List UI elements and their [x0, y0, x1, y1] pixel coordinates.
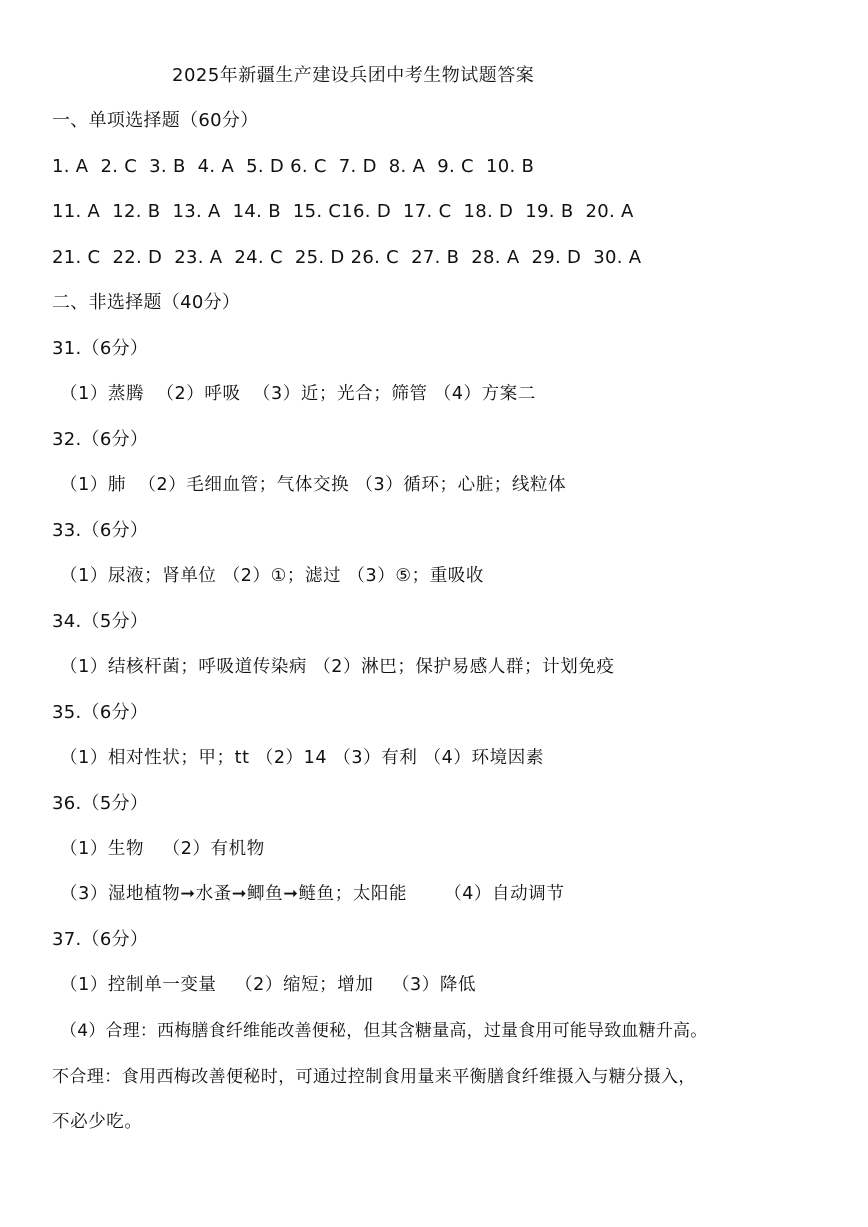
question-31-answer: （1）蒸腾 （2）呼吸 （3）近；光合；筛管 （4）方案二 — [60, 384, 536, 404]
question-label-33: 33.（6分） — [52, 520, 149, 541]
question-37-answer-line-1: （1）控制单一变量 （2）缩短；增加 （3）降低 — [60, 975, 477, 995]
question-label-32: 32.（6分） — [52, 429, 149, 450]
section-heading-nonchoice: 二、非选择题（40分） — [52, 292, 241, 313]
question-label-36: 36.（5分） — [52, 793, 149, 814]
question-37-answer-line-4: 不必少吃。 — [52, 1112, 143, 1132]
question-37-answer-line-3: 不合理：食用西梅改善便秘时，可通过控制食用量来平衡膳食纤维摄入与糖分摄入， — [52, 1067, 696, 1087]
section-heading-choice: 一、单项选择题（60分） — [52, 110, 259, 131]
choice-answers-row-3: 21. C 22. D 23. A 24. C 25. D 26. C 27. B 28. A 29. D 30. A — [52, 247, 642, 268]
choice-answers-row-1: 1. A 2. C 3. B 4. A 5. D 6. C 7. D 8. A 9. C 10. B — [52, 156, 535, 177]
question-32-answer: （1）肺 （2）毛细血管；气体交换 （3）循环；心脏；线粒体 — [60, 475, 567, 495]
question-36-answer-line-2: （3）湿地植物➞水蚤➞鲫鱼➞鲢鱼；太阳能 （4）自动调节 — [60, 884, 565, 904]
question-label-34: 34.（5分） — [52, 611, 149, 632]
question-35-answer: （1）相对性状；甲；tt （2）14 （3）有利 （4）环境因素 — [60, 748, 544, 768]
question-label-35: 35.（6分） — [52, 702, 149, 723]
document-title: 2025年新疆生产建设兵团中考生物试题答案 — [172, 65, 535, 86]
question-label-31: 31.（6分） — [52, 338, 149, 359]
question-label-37: 37.（6分） — [52, 929, 149, 950]
question-36-answer-line-1: （1）生物 （2）有机物 — [60, 839, 265, 859]
question-33-answer: （1）尿液；肾单位 （2）①；滤过 （3）⑤；重吸收 — [60, 566, 485, 586]
question-34-answer: （1）结核杆菌；呼吸道传染病 （2）淋巴；保护易感人群；计划免疫 — [60, 657, 615, 677]
question-37-answer-line-2: （4）合理：西梅膳食纤维能改善便秘，但其含糖量高，过量食用可能导致血糖升高。 — [60, 1021, 708, 1041]
choice-answers-row-2: 11. A 12. B 13. A 14. B 15. C16. D 17. C 18. D 19. B 20. A — [52, 201, 634, 222]
